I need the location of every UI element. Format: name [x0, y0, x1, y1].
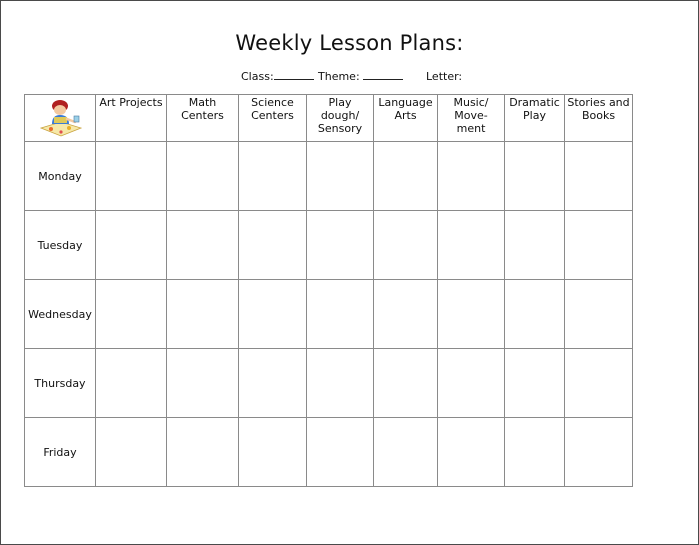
- plan-cell[interactable]: [565, 142, 633, 211]
- plan-cell[interactable]: [239, 349, 307, 418]
- theme-label: Theme:: [318, 70, 360, 83]
- table-row: [25, 211, 633, 280]
- plan-cell[interactable]: [239, 142, 307, 211]
- plan-cell[interactable]: [307, 349, 374, 418]
- plan-cell[interactable]: [505, 142, 565, 211]
- letter-field[interactable]: [426, 70, 462, 83]
- column-header-music-movement: Music/ Move- ment: [438, 95, 505, 142]
- plan-cell[interactable]: [374, 418, 438, 487]
- plan-cell[interactable]: [96, 280, 167, 349]
- page-title: Weekly Lesson Plans:: [235, 31, 464, 55]
- plan-cell[interactable]: [505, 349, 565, 418]
- icon-header-cell: [25, 95, 96, 142]
- lesson-plan-table: [24, 94, 633, 487]
- meta-row: [0, 70, 699, 84]
- plan-cell[interactable]: [96, 211, 167, 280]
- day-label-tuesday: Tuesday: [25, 211, 96, 280]
- plan-cell[interactable]: [96, 142, 167, 211]
- plan-cell[interactable]: [438, 349, 505, 418]
- table-row: [25, 418, 633, 487]
- plan-cell[interactable]: [239, 418, 307, 487]
- plan-cell[interactable]: [307, 280, 374, 349]
- column-header-math-centers: Math Centers: [167, 95, 239, 142]
- table-row: [25, 142, 633, 211]
- plan-cell[interactable]: [438, 142, 505, 211]
- plan-cell[interactable]: [565, 349, 633, 418]
- plan-cell[interactable]: [239, 280, 307, 349]
- day-label-monday: Monday: [25, 142, 96, 211]
- plan-cell[interactable]: [565, 418, 633, 487]
- column-header-dramatic-play: Dramatic Play: [505, 95, 565, 142]
- plan-cell[interactable]: [167, 418, 239, 487]
- header-row: [25, 95, 633, 142]
- plan-cell[interactable]: [565, 280, 633, 349]
- plan-cell[interactable]: [438, 418, 505, 487]
- day-label-wednesday: Wednesday: [25, 280, 96, 349]
- column-header-science-centers: Science Centers: [239, 95, 307, 142]
- column-header-play-dough-sensory: Play dough/ Sensory: [307, 95, 374, 142]
- child-painting-icon: [39, 98, 83, 140]
- plan-cell[interactable]: [438, 280, 505, 349]
- plan-cell[interactable]: [167, 349, 239, 418]
- plan-cell[interactable]: [307, 418, 374, 487]
- theme-field[interactable]: [318, 70, 403, 83]
- plan-cell[interactable]: [96, 418, 167, 487]
- plan-cell[interactable]: [167, 142, 239, 211]
- letter-label: Letter:: [426, 70, 463, 83]
- plan-cell[interactable]: [565, 211, 633, 280]
- plan-cell[interactable]: [239, 211, 307, 280]
- class-label: Class:: [241, 70, 274, 83]
- plan-cell[interactable]: [167, 211, 239, 280]
- column-header-art-projects: Art Projects: [96, 95, 167, 142]
- plan-cell[interactable]: [374, 280, 438, 349]
- column-header-stories-and-books: Stories and Books: [565, 95, 633, 142]
- plan-cell[interactable]: [374, 142, 438, 211]
- plan-cell[interactable]: [307, 142, 374, 211]
- plan-cell[interactable]: [505, 418, 565, 487]
- day-label-thursday: Thursday: [25, 349, 96, 418]
- class-field[interactable]: [241, 70, 314, 83]
- plan-cell[interactable]: [374, 211, 438, 280]
- plan-cell[interactable]: [438, 211, 505, 280]
- plan-cell[interactable]: [96, 349, 167, 418]
- plan-cell[interactable]: [307, 211, 374, 280]
- day-label-friday: Friday: [25, 418, 96, 487]
- plan-cell[interactable]: [505, 211, 565, 280]
- plan-cell[interactable]: [374, 349, 438, 418]
- table-row: [25, 280, 633, 349]
- plan-cell[interactable]: [505, 280, 565, 349]
- column-header-language-arts: Language Arts: [374, 95, 438, 142]
- table-row: [25, 349, 633, 418]
- plan-cell[interactable]: [167, 280, 239, 349]
- class-blank[interactable]: [274, 70, 314, 80]
- theme-blank[interactable]: [363, 70, 403, 80]
